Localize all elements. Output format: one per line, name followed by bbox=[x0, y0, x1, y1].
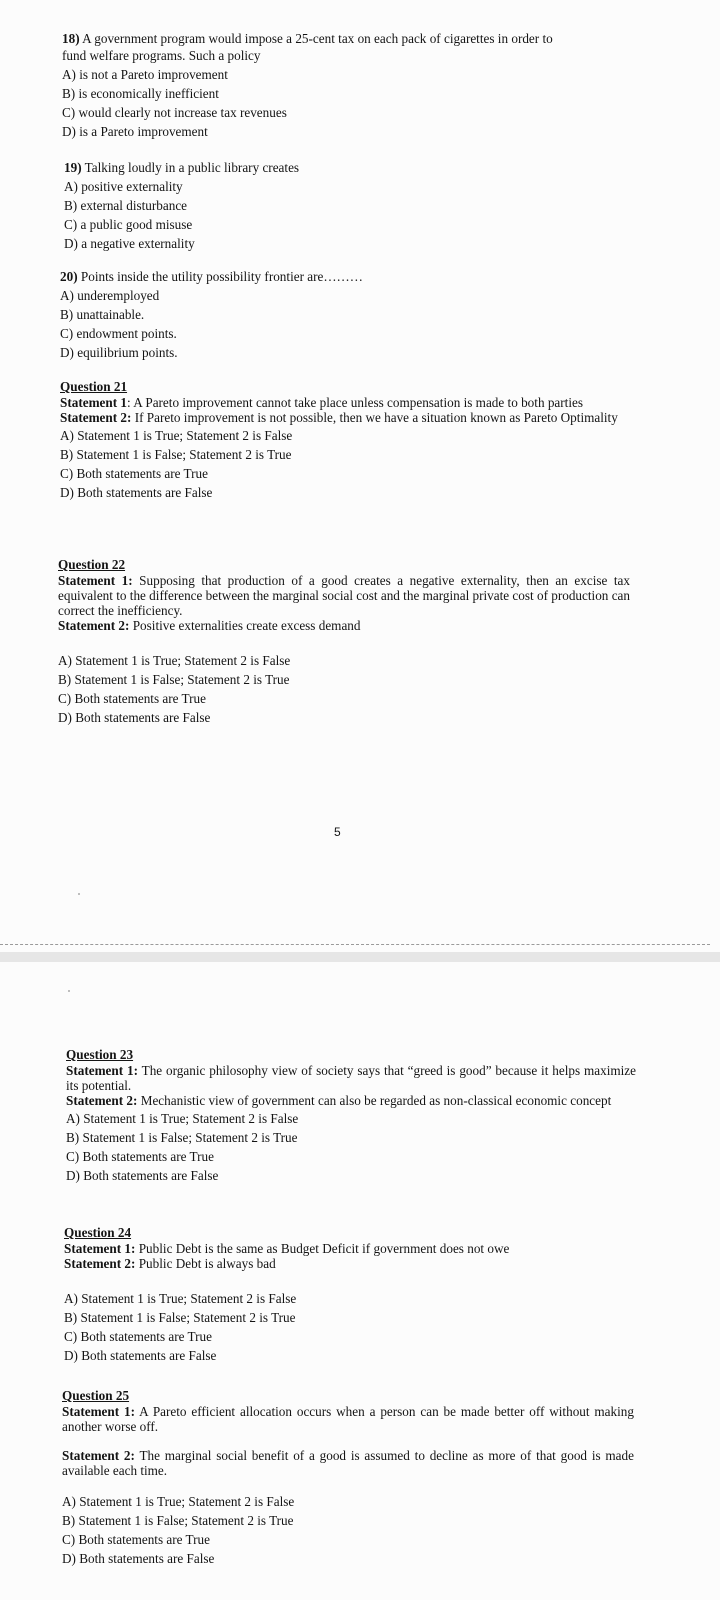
statement-2: Statement 2: Public Debt is always bad bbox=[64, 1256, 276, 1271]
question-21 bbox=[60, 379, 630, 502]
option-b: B) unattainable. bbox=[60, 307, 145, 322]
option-c: C) a public good misuse bbox=[64, 217, 193, 232]
question-heading: Question 21 bbox=[60, 379, 128, 394]
question-stem-line: Points inside the utility possibility frontier are……… bbox=[77, 269, 363, 284]
option-b: B) Statement 1 is False; Statement 2 is True bbox=[58, 672, 290, 687]
option-c: C) Both statements are True bbox=[60, 466, 208, 481]
option-d: D) is a Pareto improvement bbox=[62, 124, 208, 139]
option-c: C) Both statements are True bbox=[64, 1329, 212, 1344]
option-b: B) is economically inefficient bbox=[62, 86, 219, 101]
question-25 bbox=[62, 1388, 634, 1568]
statement-1: Statement 1: A Pareto efficient allocation occurs when a person can be made better off without making another worse off. bbox=[62, 1404, 634, 1434]
statement-1: Statement 1: A Pareto improvement cannot take place unless compensation is made to both parties bbox=[60, 395, 583, 410]
scan-speck bbox=[78, 893, 80, 895]
option-a: A) Statement 1 is True; Statement 2 is False bbox=[58, 653, 291, 668]
option-a: A) underemployed bbox=[60, 288, 160, 303]
question-20 bbox=[60, 268, 620, 362]
question-stem-line: Talking loudly in a public library creates bbox=[81, 160, 300, 175]
statement-2: Statement 2: Mechanistic view of government can also be regarded as non-classical economic concept bbox=[66, 1093, 612, 1108]
option-d: D) Both statements are False bbox=[60, 485, 213, 500]
question-heading: Question 23 bbox=[66, 1047, 134, 1062]
option-d: D) equilibrium points. bbox=[60, 345, 178, 360]
statement-2: Statement 2: Positive externalities create excess demand bbox=[58, 618, 361, 633]
scan-artifact-line bbox=[0, 944, 710, 945]
option-b: B) Statement 1 is False; Statement 2 is True bbox=[62, 1513, 294, 1528]
question-stem-line: fund welfare programs. Such a policy bbox=[62, 48, 261, 63]
option-c: C) Both statements are True bbox=[58, 691, 206, 706]
statement-1: Statement 1: Public Debt is the same as Budget Deficit if government does not owe bbox=[64, 1241, 510, 1256]
question-19 bbox=[64, 159, 624, 253]
option-a: A) Statement 1 is True; Statement 2 is False bbox=[62, 1494, 295, 1509]
question-number: 18) bbox=[62, 31, 80, 46]
option-a: A) Statement 1 is True; Statement 2 is False bbox=[66, 1111, 299, 1126]
option-c: C) Both statements are True bbox=[62, 1532, 210, 1547]
statement-2: Statement 2: The marginal social benefit of a good is assumed to decline as more of that good is made available each time. bbox=[62, 1448, 634, 1478]
question-23 bbox=[66, 1047, 636, 1185]
page-number: 5 bbox=[334, 825, 341, 839]
statement-1: Statement 1: Supposing that production of a good creates a negative externality, then an excise tax equivalent to the difference between the marginal social cost and the marginal private cost of production can correct the inefficiency. bbox=[58, 573, 630, 618]
option-d: D) Both statements are False bbox=[64, 1348, 217, 1363]
question-heading: Question 22 bbox=[58, 557, 126, 572]
option-b: B) Statement 1 is False; Statement 2 is True bbox=[66, 1130, 298, 1145]
question-24 bbox=[64, 1225, 634, 1365]
option-d: D) Both statements are False bbox=[58, 710, 211, 725]
option-c: C) endowment points. bbox=[60, 326, 177, 341]
question-number: 20) bbox=[60, 269, 78, 284]
option-c: C) would clearly not increase tax revenues bbox=[62, 105, 287, 120]
option-d: D) Both statements are False bbox=[66, 1168, 219, 1183]
question-22 bbox=[58, 557, 630, 727]
option-a: A) Statement 1 is True; Statement 2 is False bbox=[64, 1291, 297, 1306]
option-a: A) Statement 1 is True; Statement 2 is False bbox=[60, 428, 293, 443]
question-number: 19) bbox=[64, 160, 82, 175]
question-18 bbox=[62, 30, 632, 141]
scan-speck bbox=[68, 990, 70, 992]
question-heading: Question 24 bbox=[64, 1225, 132, 1240]
option-a: A) positive externality bbox=[64, 179, 183, 194]
option-b: B) external disturbance bbox=[64, 198, 188, 213]
option-d: D) a negative externality bbox=[64, 236, 195, 251]
question-heading: Question 25 bbox=[62, 1388, 130, 1403]
option-b: B) Statement 1 is False; Statement 2 is True bbox=[64, 1310, 296, 1325]
statement-2: Statement 2: If Pareto improvement is not possible, then we have a situation known as Pareto Optimality bbox=[60, 410, 618, 425]
option-d: D) Both statements are False bbox=[62, 1551, 215, 1566]
page-separator bbox=[0, 952, 720, 962]
option-a: A) is not a Pareto improvement bbox=[62, 67, 228, 82]
option-b: B) Statement 1 is False; Statement 2 is True bbox=[60, 447, 292, 462]
statement-1: Statement 1: The organic philosophy view of society says that “greed is good” because it helps maximize its potential. bbox=[66, 1063, 636, 1093]
option-c: C) Both statements are True bbox=[66, 1149, 214, 1164]
question-stem-line: A government program would impose a 25-cent tax on each pack of cigarettes in order to bbox=[79, 31, 553, 46]
